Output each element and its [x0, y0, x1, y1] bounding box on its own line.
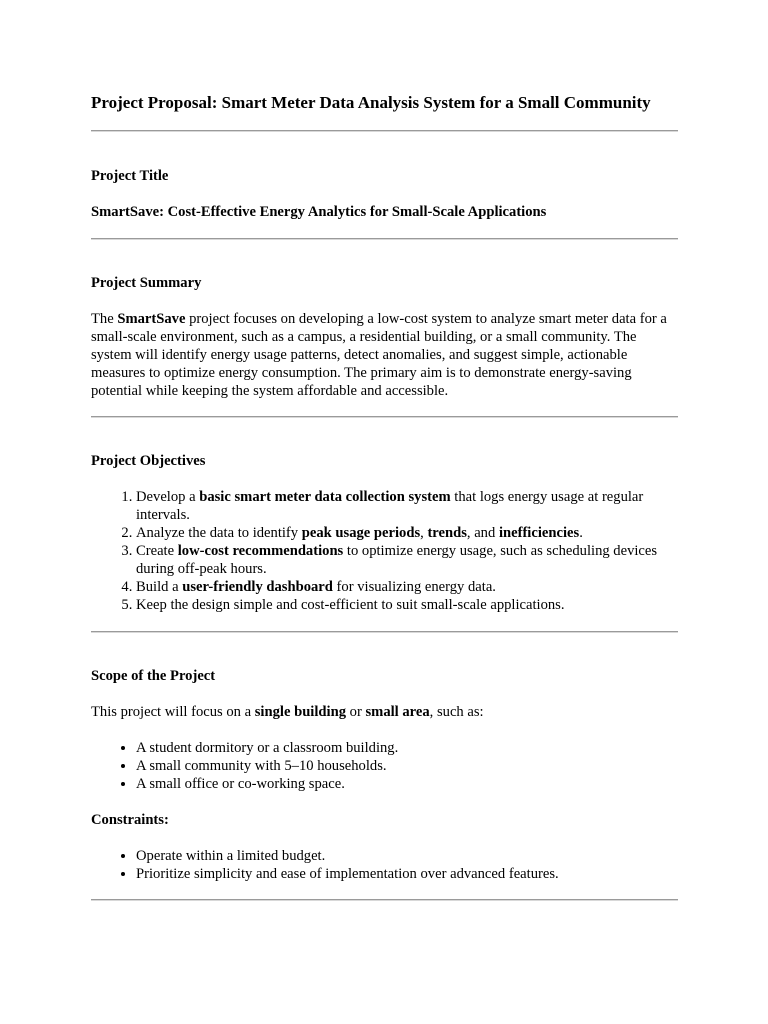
objective-text: Create [136, 543, 178, 559]
scope-item: • A small office or co-working space. [136, 775, 679, 793]
objective-text: for visualizing energy data. [332, 579, 496, 595]
objective-text: that logs energy usage at regular intervals. [136, 489, 644, 523]
objective-text: , and [466, 525, 499, 541]
summary-project-name: SmartSave [117, 311, 186, 327]
scope-heading: Scope of the Project [91, 668, 216, 684]
constraints-list [91, 847, 679, 883]
scope-intro [91, 703, 679, 721]
objective-emphasis: trends [427, 525, 467, 541]
horizontal-rule [91, 238, 678, 240]
objectives-list [91, 488, 679, 614]
objective-text: to optimize energy usage, such as scheduling devices during off-peak hours. [136, 543, 658, 577]
constraint-item: • Operate within a limited budget. [136, 847, 679, 865]
horizontal-rule [91, 416, 678, 418]
scope-intro-text: This project will focus on a [91, 704, 255, 720]
scope-intro-text: , such as: [429, 704, 484, 720]
project-objectives-heading: Project Objectives [91, 453, 206, 469]
scope-section [91, 667, 679, 883]
objective-item [136, 578, 679, 596]
document-title: Project Proposal: Smart Meter Data Analysis System for a Small Community [91, 93, 651, 112]
scope-emphasis: single building [254, 704, 347, 720]
objective-item [136, 596, 679, 614]
objective-emphasis: user-friendly dashboard [182, 579, 333, 595]
objective-emphasis: inefficiencies [498, 525, 580, 541]
scope-item: • A small community with 5–10 households. [136, 757, 679, 775]
objective-text: Build a [136, 579, 183, 595]
project-title-value: SmartSave: Cost-Effective Energy Analytics for Small-Scale Applications [91, 204, 547, 220]
constraints-heading: Constraints: [91, 812, 169, 828]
constraint-item: • Prioritize simplicity and ease of implementation over advanced features. [136, 865, 679, 883]
scope-list [91, 739, 679, 793]
objective-emphasis: basic smart meter data collection system [199, 489, 451, 505]
objective-item [136, 542, 679, 578]
objective-item [136, 524, 679, 542]
objective-emphasis: peak usage periods [301, 525, 421, 541]
horizontal-rule [91, 130, 678, 132]
project-summary-heading: Project Summary [91, 275, 202, 291]
objective-emphasis: low-cost recommendations [177, 543, 344, 559]
objective-item [136, 488, 679, 524]
scope-intro-text: or [346, 704, 366, 720]
objective-text: Keep the design simple and cost-efficient to suit small-scale applications. [136, 597, 565, 613]
scope-item: • A student dormitory or a classroom building. [136, 739, 679, 757]
summary-text-rest: project focuses on developing a low-cost system to analyze smart meter data for a small-scale environment, such as a campus, a residential building, or a small community. The system will identify energy usage patterns, detect anomalies, and suggest simple, actionable measures to optimize energy consumption. The primary aim is to demonstrate energy-saving potential while keeping the system affordable and accessible. [91, 311, 667, 399]
project-title-section [91, 167, 679, 221]
objective-text: Develop a [136, 489, 200, 505]
horizontal-rule [91, 899, 678, 901]
scope-emphasis: small area [365, 704, 430, 720]
objective-text: . [579, 525, 583, 541]
project-title-heading: Project Title [91, 168, 169, 184]
horizontal-rule [91, 631, 678, 633]
project-objectives-section [91, 452, 679, 614]
project-summary-text [91, 310, 679, 400]
project-summary-section [91, 274, 679, 400]
objective-text: Analyze the data to identify [136, 525, 302, 541]
summary-text-start: The [91, 311, 118, 327]
objective-text: , [420, 525, 428, 541]
